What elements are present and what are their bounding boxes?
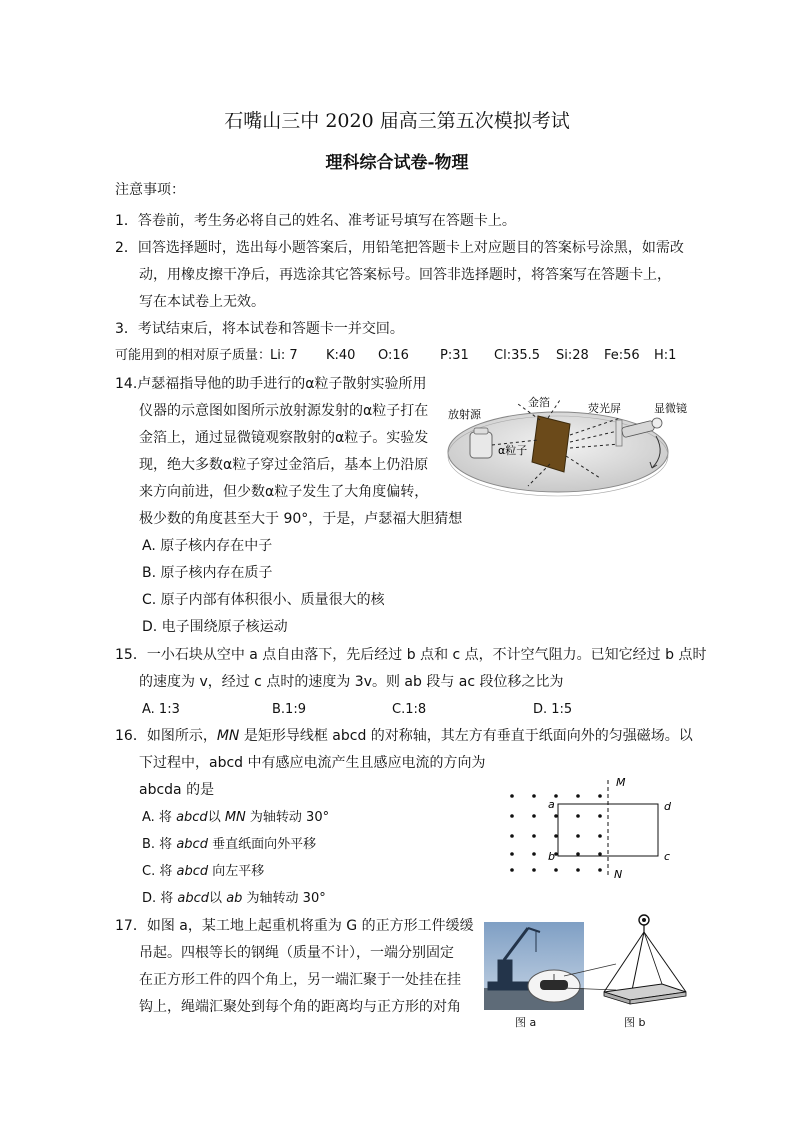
label-particle: α粒子 xyxy=(498,444,528,457)
q16-option-d: D. 将 abcd以 ab 为轴转动 30° xyxy=(142,891,326,906)
q16-line xyxy=(115,726,693,746)
figure-b-caption: 图 b xyxy=(624,1016,646,1029)
atomic-mass: H:1 xyxy=(654,348,677,363)
q14-line: 金箔上，通过显微镜观察散射的α粒子。实验发 xyxy=(139,430,429,446)
label-screen: 荧光屏 xyxy=(588,402,621,415)
notes-item: 2．回答选择题时，选出每小题答案后，用铅笔把答题卡上对应题目的答案标号涂黑，如需改 xyxy=(115,240,684,256)
notes-item: 写在本试卷上无效。 xyxy=(139,294,265,310)
q17-line: 在正方形工件的四个角上，另一端汇聚于一处挂在挂 xyxy=(139,972,461,988)
q14-line: 现，绝大多数α粒子穿过金箔后，基本上仍沿原 xyxy=(139,457,429,473)
q14-option-c: C. 原子内部有体积很小、质量很大的核 xyxy=(142,592,385,608)
svg-text:b: b xyxy=(548,850,555,863)
figure-a-caption: 图 a xyxy=(515,1016,537,1029)
svg-text:a: a xyxy=(548,798,555,811)
q15-option-b: B.1:9 xyxy=(272,702,306,717)
atomic-mass: Fe:56 xyxy=(604,348,640,363)
gold-foil xyxy=(532,416,570,472)
label-foil: 金箔 xyxy=(528,396,550,409)
atomic-mass: P:31 xyxy=(440,348,469,363)
exam-subtitle: 理科综合试卷-物理 xyxy=(325,153,469,173)
q16-line: abcda 的是 xyxy=(139,782,215,798)
q14-line: 来方向前进，但少数α粒子发生了大角度偏转， xyxy=(139,484,429,500)
q15-line: 15．一小石块从空中 a 点自由落下，先后经过 b 点和 c 点，不计空气阻力。已知它经过 b 点时 xyxy=(115,647,707,663)
svg-text:M: M xyxy=(616,776,626,789)
fluorescent-screen xyxy=(616,420,622,446)
q17-line: 吊起。四根等长的钢绳（质量不计），一端分别固定 xyxy=(139,945,454,961)
q17-line: 17．如图 a，某工地上起重机将重为 G 的正方形工件缓缓 xyxy=(115,918,474,934)
svg-text:c: c xyxy=(664,850,671,863)
atomic-mass: Li: 7 xyxy=(270,348,298,363)
magnetic-field-dots xyxy=(510,794,602,872)
q15-line: 的速度为 v，经过 c 点时的速度为 3v。则 ab 段与 ac 段位移之比为 xyxy=(139,674,564,690)
notes-heading: 注意事项： xyxy=(115,182,185,198)
svg-text:d: d xyxy=(664,800,671,813)
q16-suffix: 是矩形导线框 abcd 的对称轴，其左方有垂直于纸面向外的匀强磁场。以 xyxy=(239,728,693,744)
q16-line: 下过程中，abcd 中有感应电流产生且感应电流的方向为 xyxy=(139,755,486,771)
q15-option-d: D. 1:5 xyxy=(533,702,573,717)
q14-option-b: B. 原子核内存在质子 xyxy=(142,565,273,581)
q15-option-c: C.1:8 xyxy=(392,702,427,717)
atomic-mass: K:40 xyxy=(326,348,356,363)
q14-option-a: A. 原子核内存在中子 xyxy=(142,538,273,554)
q16-option-c: C. 将 abcd 向左平移 xyxy=(142,864,265,879)
svg-text:N: N xyxy=(614,868,623,881)
scattering-apparatus-figure xyxy=(440,390,710,500)
label-source: 放射源 xyxy=(448,408,481,421)
radiation-source xyxy=(470,432,492,458)
q16-prefix: 16．如图所示， xyxy=(115,728,217,744)
notes-item: 3．考试结束后，将本试卷和答题卡一并交回。 xyxy=(115,321,404,337)
atomic-mass: Cl:35.5 xyxy=(494,348,541,363)
label-microscope: 显微镜 xyxy=(654,402,687,415)
q16-option-a: A. 将 abcd以 MN 为轴转动 30° xyxy=(142,810,330,825)
q14-line: 仪器的示意图如图所示放射源发射的α粒子打在 xyxy=(139,403,429,419)
q16-option-b: B. 将 abcd 垂直纸面向外平移 xyxy=(142,837,317,852)
atomic-mass: O:16 xyxy=(378,348,409,363)
q17-line: 钩上，绳端汇聚处到每个角的距离均与正方形的对角 xyxy=(139,999,461,1015)
rope-pyramid-figure xyxy=(600,912,690,1012)
loop-magnetic-field-figure xyxy=(500,774,690,884)
atomic-mass: Si:28 xyxy=(556,348,589,363)
notes-item: 1．答卷前，考生务必将自己的姓名、准考证号填写在答题卡上。 xyxy=(115,213,516,229)
notes-item: 动，用橡皮擦干净后，再选涂其它答案标号。回答非选择题时，将答案写在答题卡上， xyxy=(139,267,671,283)
exam-title: 石嘴山三中 2020 届高三第五次模拟考试 xyxy=(224,110,570,132)
atomic-masses-label: 可能用到的相对原子质量： xyxy=(115,348,272,363)
q14-option-d: D. 电子围绕原子核运动 xyxy=(142,619,288,635)
q15-option-a: A. 1:3 xyxy=(142,702,180,717)
q14-line: 极少数的角度甚至大于 90°，于是，卢瑟福大胆猜想 xyxy=(139,511,463,527)
q16-axis-mn: MN xyxy=(216,728,240,744)
q14-line: 14.卢瑟福指导他的助手进行的α粒子散射实验所用 xyxy=(115,376,427,392)
